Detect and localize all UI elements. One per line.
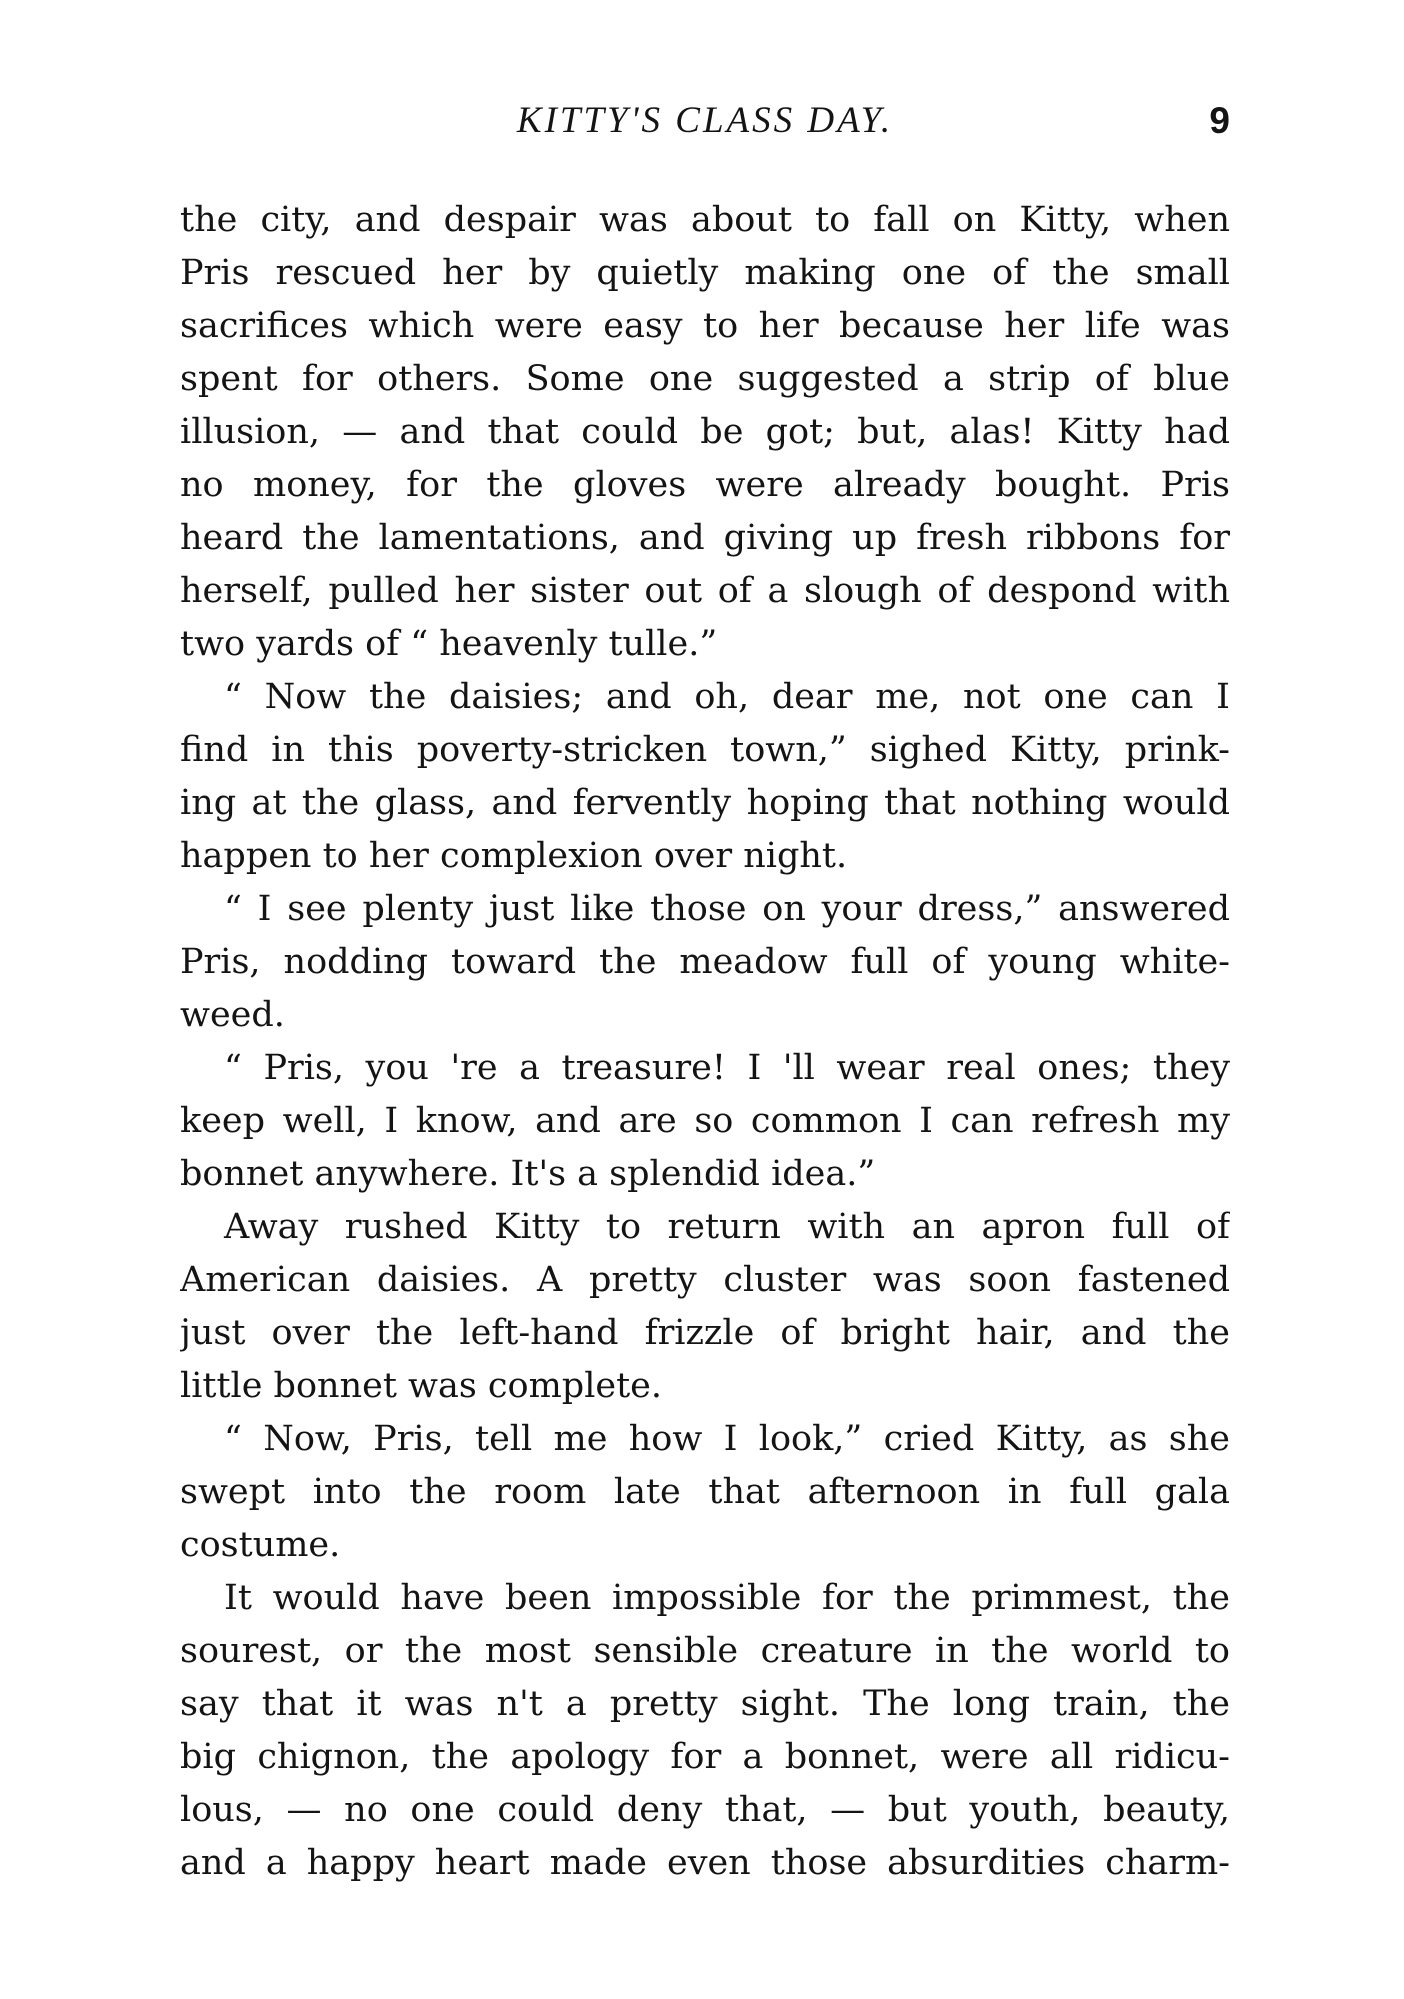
text-line: ing at the glass, and fervently hoping that nothing would — [180, 783, 1230, 823]
text-line: happen to her complexion over night. — [180, 836, 848, 876]
text-line: “ Now the daisies; and oh, dear me, not one can I — [224, 677, 1230, 717]
text-line: illusion, — and that could be got; but, alas! Kitty had — [180, 412, 1230, 452]
body-text — [180, 194, 1230, 1890]
text-line: sacrifices which were easy to her because her life was — [180, 306, 1230, 346]
text-line: Pris, nodding toward the meadow full of young white- — [180, 942, 1230, 982]
page-number: 9 — [1209, 100, 1230, 141]
text-line: two yards of “ heavenly tulle.” — [180, 624, 718, 664]
text-line: lous, — no one could deny that, — but youth, beauty, — [180, 1790, 1230, 1830]
text-line: “ Pris, you 're a treasure! I 'll wear real ones; they — [224, 1048, 1230, 1088]
running-title: KITTY'S CLASS DAY. — [516, 100, 894, 141]
text-line: Away rushed Kitty to return with an apron full of — [224, 1207, 1230, 1247]
text-line: little bonnet was complete. — [180, 1366, 663, 1406]
text-line: and a happy heart made even those absurdities charm- — [180, 1843, 1230, 1883]
text-line: just over the left-hand frizzle of bright hair, and the — [180, 1313, 1230, 1353]
text-line: Pris rescued her by quietly making one of the small — [180, 253, 1230, 293]
text-line: “ I see plenty just like those on your dress,” answered — [224, 889, 1230, 929]
text-line: sourest, or the most sensible creature in the world to — [180, 1631, 1230, 1671]
text-line: weed. — [180, 995, 285, 1035]
text-line: “ Now, Pris, tell me how I look,” cried Kitty, as she — [224, 1419, 1230, 1459]
text-line: say that it was n't a pretty sight. The long train, the — [180, 1684, 1230, 1724]
text-line: costume. — [180, 1525, 341, 1565]
text-line: spent for others. Some one suggested a strip of blue — [180, 359, 1230, 399]
running-head — [180, 98, 1230, 144]
text-line: herself, pulled her sister out of a slough of despond with — [180, 571, 1230, 611]
text-line: heard the lamentations, and giving up fresh ribbons for — [180, 518, 1230, 558]
text-line: no money, for the gloves were already bought. Pris — [180, 465, 1230, 505]
text-line: swept into the room late that afternoon in full gala — [180, 1472, 1230, 1512]
text-line: big chignon, the apology for a bonnet, were all ridicu- — [180, 1737, 1230, 1777]
text-line: bonnet anywhere. It's a splendid idea.” — [180, 1154, 876, 1194]
text-line: It would have been impossible for the primmest, the — [224, 1578, 1230, 1618]
text-line: the city, and despair was about to fall on Kitty, when — [180, 200, 1230, 240]
text-line: find in this poverty-stricken town,” sighed Kitty, prink- — [180, 730, 1230, 770]
text-line: American daisies. A pretty cluster was soon fastened — [180, 1260, 1230, 1300]
text-line: keep well, I know, and are so common I can refresh my — [180, 1101, 1230, 1141]
